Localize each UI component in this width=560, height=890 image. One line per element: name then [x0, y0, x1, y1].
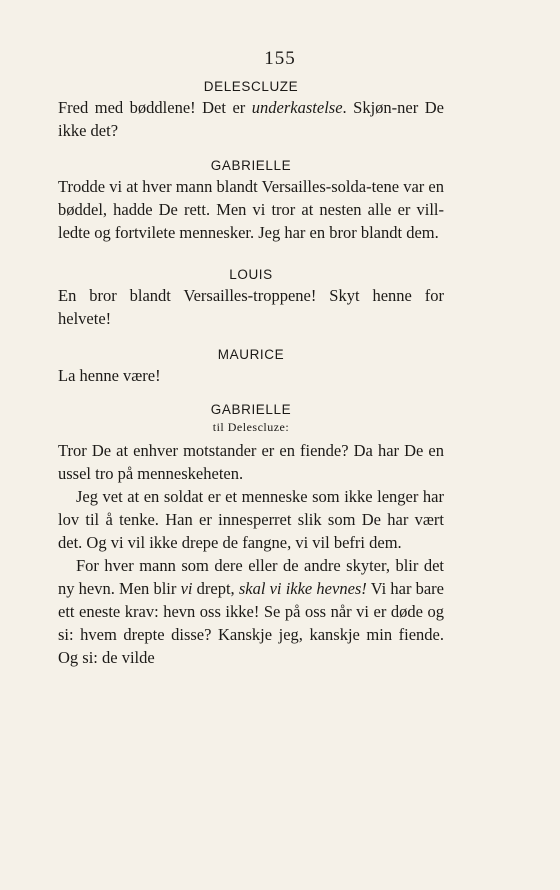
dialogue-paragraph: La henne være!	[58, 366, 161, 385]
stage-direction: til Delescluze:	[212, 420, 290, 434]
dialogue-paragraph: Trodde vi at hver mann blandt Versailles-solda-tene var en bøddel, hadde De rett. Men vi tror at nesten alle er vill-ledte og fortvilete mennesker. Jeg har en bror blandt dem.	[58, 177, 444, 242]
dialogue-paragraph	[58, 96, 444, 142]
speaker-name: DELESCLUZE	[203, 79, 299, 94]
emphasis-text: skal vi ikke hevnes!	[238, 579, 367, 598]
dialogue-paragraph: Jeg vet at en soldat er et menneske som ikke lenger har lov til å tenke. Han er innesperret slik som De har vært det. Og vi vil ikke drepe de fangne, vi vil befri dem.	[58, 487, 444, 552]
dialogue-text: . Skjøn-ner De ikke det?	[58, 98, 444, 140]
emphasis-text: vi	[180, 579, 193, 598]
speaker-name: MAURICE	[217, 347, 285, 362]
dialogue-text: Vi har bare ett eneste krav: hevn oss ikke! Se på oss når vi er døde og si: hvem drepte disse? Kanskje jeg, kanskje min fiende. Og si: de vilde	[58, 579, 445, 667]
emphasis-text: underkastelse	[251, 98, 343, 117]
dialogue-text: Fred med bøddlene! Det er	[58, 98, 252, 117]
dialogue-paragraph: En bror blandt Versailles-troppene! Skyt henne for helvete!	[58, 286, 444, 328]
dialogue-paragraph: Tror De at enhver motstander er en fiende? Da har De en ussel tro på menneskeheten.	[58, 441, 444, 483]
speaker-name: LOUIS	[229, 267, 273, 282]
page-text	[58, 78, 444, 669]
dialogue-text: drept,	[192, 579, 239, 598]
speaker-name: GABRIELLE	[210, 402, 292, 417]
speaker-name: GABRIELLE	[210, 158, 292, 173]
page-number: 155	[264, 48, 296, 69]
dialogue-text: For hver mann som dere eller de andre skyter, blir det ny hevn. Men blir	[58, 556, 444, 598]
dialogue-paragraph	[58, 554, 444, 669]
